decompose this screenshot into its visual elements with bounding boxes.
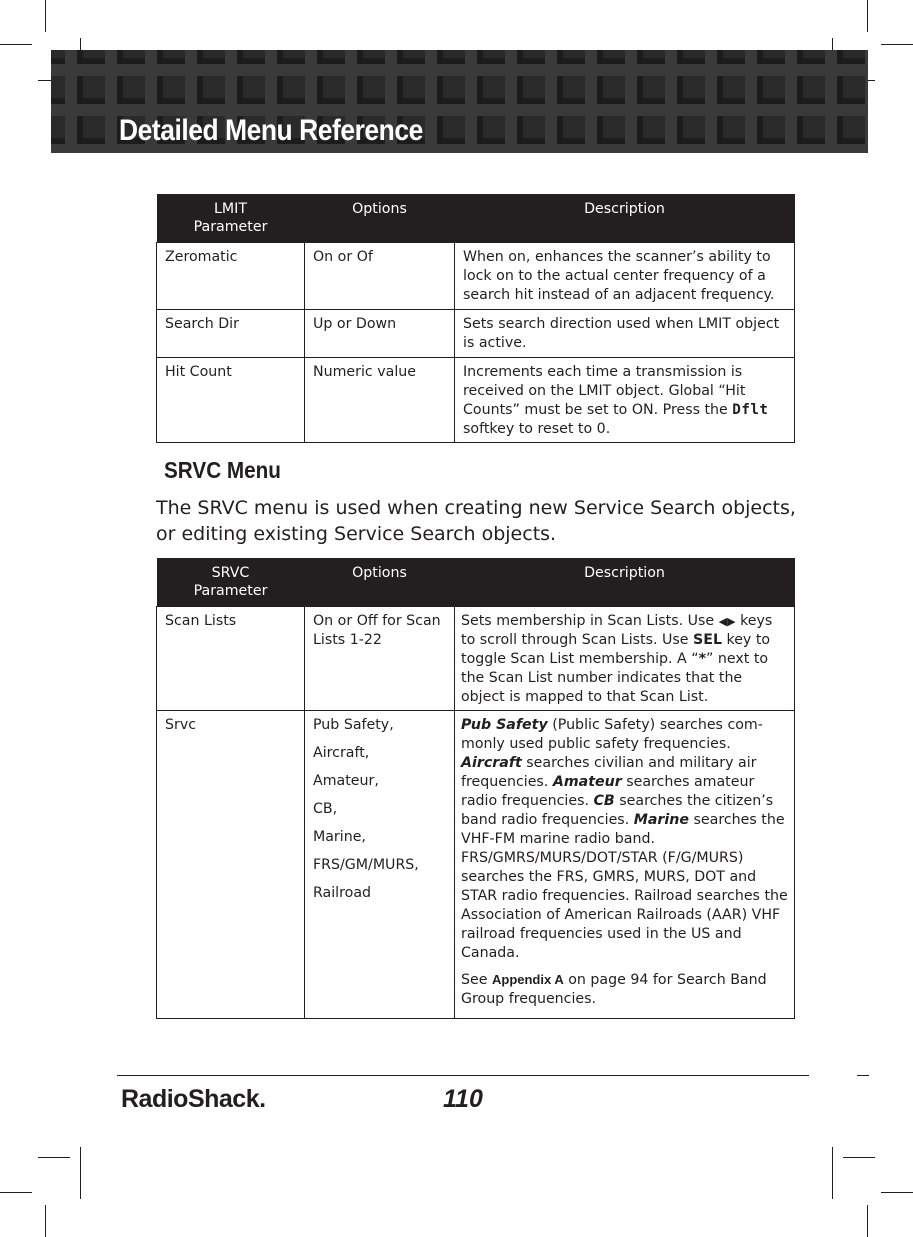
table-row xyxy=(157,243,795,310)
description-cell xyxy=(455,358,795,443)
srvc-parameter-table xyxy=(156,558,795,1019)
column-header: LMIT Parameter xyxy=(157,194,305,243)
crop-mark xyxy=(0,44,32,45)
description-cell xyxy=(455,607,795,711)
column-header: Description xyxy=(455,558,795,607)
description-text: on page 94 for Search Band Group frequencies. xyxy=(461,972,767,1007)
param-cell: Srvc xyxy=(157,711,305,1019)
options-cell: Up or Down xyxy=(305,310,455,358)
column-header: SRVC Parameter xyxy=(157,558,305,607)
options-cell: Numeric value xyxy=(305,358,455,443)
table-row xyxy=(157,607,795,711)
crop-mark xyxy=(857,1075,869,1076)
option-item: FRS/GM/MURS, xyxy=(313,857,419,873)
options-cell: On or Of xyxy=(305,243,455,310)
term-marine: Marine xyxy=(633,812,689,828)
description-text: searches civilian and military air frequencies. xyxy=(461,755,757,790)
description-paragraph xyxy=(461,970,790,1009)
crop-mark xyxy=(45,1205,46,1237)
term-cb: CB xyxy=(593,793,615,809)
page-number: 110 xyxy=(443,1085,483,1113)
table-row xyxy=(157,310,795,358)
description-text: searches the citizen’s band radio frequencies. xyxy=(461,793,774,828)
options-cell: On or Off for Scan Lists 1-22 xyxy=(305,607,455,711)
crop-mark xyxy=(80,1147,81,1199)
sel-key-label: SEL xyxy=(693,632,722,648)
description-paragraph xyxy=(461,716,790,963)
term-aircraft: Aircraft xyxy=(461,755,522,771)
options-cell xyxy=(305,711,455,1019)
option-item: Marine, xyxy=(313,829,366,845)
description-text: searches the VHF-FM marine radio band. FRS/GMRS/MURS/DOT/STAR (F/G/MURS) searches the FRS, GMRS, MURS, DOT and STAR radio frequencies. Railroad searches the Association of American Railroads (AAR) VHF railroad frequencies used in the US and Canada. xyxy=(461,812,788,961)
option-item: Amateur, xyxy=(313,773,379,789)
description-text: See xyxy=(461,972,492,988)
term-amateur: Amateur xyxy=(552,774,622,790)
option-item: Railroad xyxy=(313,885,372,901)
option-item: Aircraft, xyxy=(313,745,370,761)
appendix-link[interactable]: Appendix A xyxy=(491,972,564,987)
table-header-row xyxy=(157,194,795,243)
description-text: key to toggle Scan List membership. A “ xyxy=(461,632,771,667)
page-title: Detailed Menu Reference xyxy=(119,114,423,147)
param-cell: Zeromatic xyxy=(157,243,305,310)
table-header-row xyxy=(157,558,795,607)
crop-mark xyxy=(867,1205,868,1237)
description-text: keys to scroll through Scan Lists. Use xyxy=(461,613,773,648)
description-text: ” next to the Scan List number indicates that the object is mapped to that Scan List. xyxy=(461,651,769,705)
description-text: softkey to reset to 0. xyxy=(463,421,611,437)
option-item: Pub Safety, xyxy=(313,717,394,733)
param-cell: Hit Count xyxy=(157,358,305,443)
crop-mark xyxy=(867,0,868,32)
section-heading: SRVC Menu xyxy=(164,457,281,483)
footer-rule xyxy=(117,1075,809,1076)
term-pub-safety: Pub Safety xyxy=(461,717,548,733)
description-text: Sets membership in Scan Lists. Use xyxy=(461,613,719,629)
lmit-parameter-table xyxy=(156,194,795,443)
left-right-arrows-icon: ◀▶ xyxy=(718,615,736,628)
column-header: Options xyxy=(305,558,455,607)
description-cell xyxy=(455,711,795,1019)
table-row xyxy=(157,358,795,443)
param-cell: Search Dir xyxy=(157,310,305,358)
description-text: searches amateur radio frequencies. xyxy=(461,774,755,809)
crop-mark xyxy=(45,0,46,32)
crop-mark xyxy=(843,1157,875,1158)
crop-mark xyxy=(38,1157,70,1158)
brand-logo: RadioShack. xyxy=(121,1085,266,1113)
star-symbol: * xyxy=(698,651,707,667)
param-cell: Scan Lists xyxy=(157,607,305,711)
column-header: Options xyxy=(305,194,455,243)
crop-mark xyxy=(881,1192,913,1193)
column-header: Description xyxy=(455,194,795,243)
crop-mark xyxy=(832,1147,833,1199)
section-intro: The SRVC menu is used when creating new Service Search objects, or editing existing Service Search objects. xyxy=(156,497,796,545)
description-text: Increments each time a transmission is received on the LMIT object. Global “Hit Counts” must be set to ON. Press the xyxy=(463,364,746,418)
softkey-label: Dflt xyxy=(732,402,769,418)
crop-mark xyxy=(881,44,913,45)
crop-mark xyxy=(0,1192,32,1193)
description-cell: When on, enhances the scanner’s ability to lock on to the actual center frequency of a search hit instead of an adjacent frequency. xyxy=(455,243,795,310)
option-item: CB, xyxy=(313,801,338,817)
description-text: (Public Safety) searches com-monly used public safety frequencies. xyxy=(461,717,763,752)
description-cell: Sets search direction used when LMIT object is active. xyxy=(455,310,795,358)
table-row xyxy=(157,711,795,1019)
